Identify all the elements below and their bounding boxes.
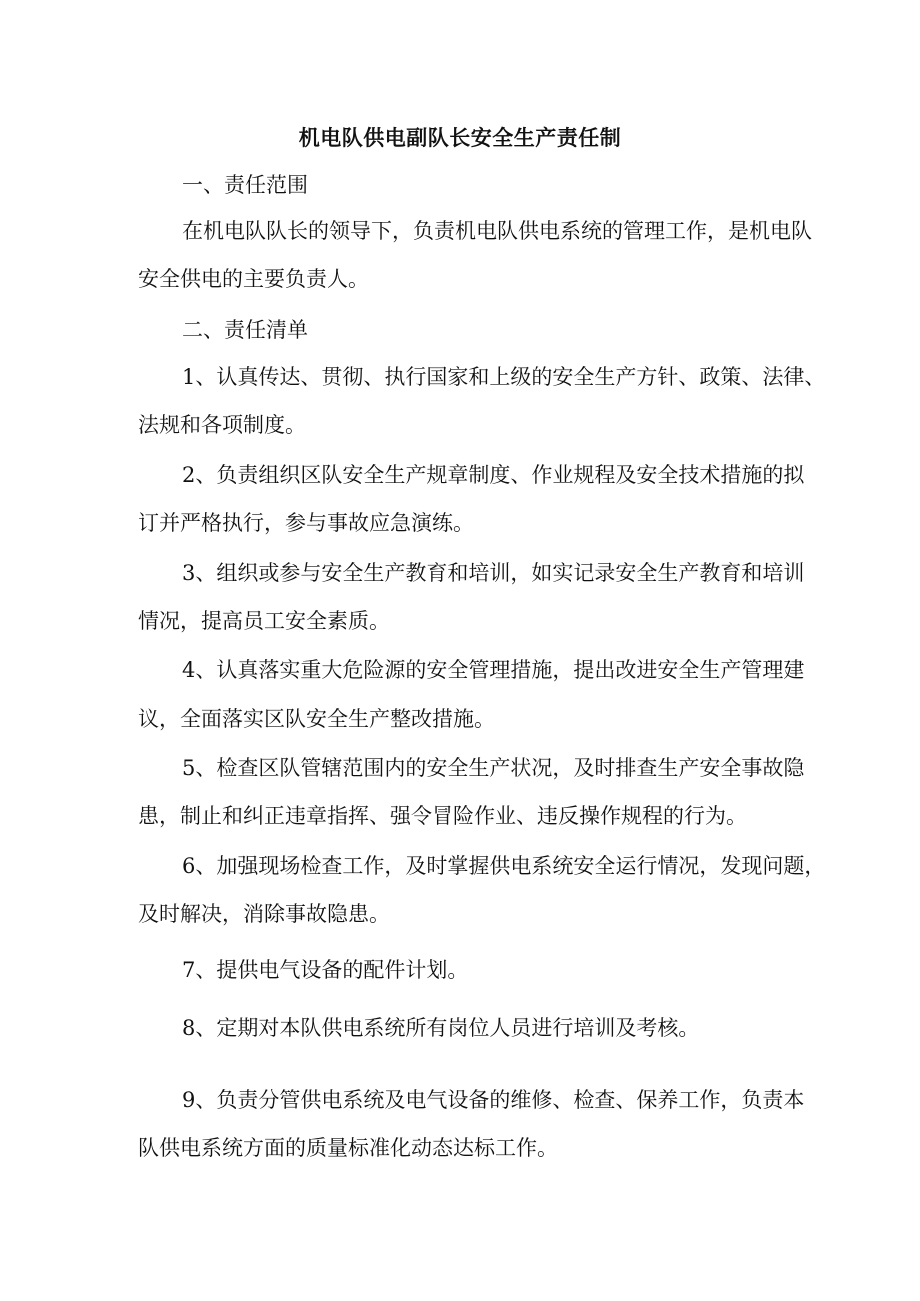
document-title: 机电队供电副队长安全生产责任制 bbox=[298, 125, 622, 150]
list-item-4-line-1: 4、认真落实重大危险源的安全管理措施，提出改进安全生产管理建 bbox=[182, 658, 805, 682]
section-heading-list: 二、责任清单 bbox=[182, 318, 308, 342]
list-item-5-line-2: 患，制止和纠正违章指挥、强令冒险作业、违反操作规程的行为。 bbox=[138, 804, 747, 828]
list-item-9-line-1: 9、负责分管供电系统及电气设备的维修、检查、保养工作，负责本 bbox=[182, 1088, 805, 1112]
list-item-4-line-2: 议，全面落实区队安全生产整改措施。 bbox=[138, 707, 495, 731]
list-item-9-line-2: 队供电系统方面的质量标准化动态达标工作。 bbox=[138, 1136, 558, 1160]
list-item-2-line-2: 订并严格执行，参与事故应急演练。 bbox=[138, 511, 474, 535]
list-item-3-line-2: 情况，提高员工安全素质。 bbox=[138, 609, 390, 633]
list-item-5-line-1: 5、检查区队管辖范围内的安全生产状况，及时排查生产安全事故隐 bbox=[182, 756, 805, 780]
scope-paragraph-line-1: 在机电队队长的领导下，负责机电队供电系统的管理工作，是机电队 bbox=[182, 219, 812, 243]
list-item-1-line-2: 法规和各项制度。 bbox=[138, 413, 306, 437]
list-item-6-line-2: 及时解决，消除事故隐患。 bbox=[138, 902, 390, 926]
list-item-6-line-1: 6、加强现场检查工作，及时掌握供电系统安全运行情况，发现问题， bbox=[182, 854, 826, 878]
list-item-3-line-1: 3、组织或参与安全生产教育和培训，如实记录安全生产教育和培训 bbox=[182, 561, 805, 585]
list-item-1-line-1: 1、认真传达、贯彻、执行国家和上级的安全生产方针、政策、法律、 bbox=[182, 365, 826, 389]
list-item-8: 8、定期对本队供电系统所有岗位人员进行培训及考核。 bbox=[182, 1016, 700, 1040]
section-heading-scope: 一、责任范围 bbox=[182, 173, 308, 197]
list-item-7: 7、提供电气设备的配件计划。 bbox=[182, 958, 469, 982]
scope-paragraph-line-2: 安全供电的主要负责人。 bbox=[138, 267, 369, 291]
list-item-2-line-1: 2、负责组织区队安全生产规章制度、作业规程及安全技术措施的拟 bbox=[182, 463, 805, 487]
